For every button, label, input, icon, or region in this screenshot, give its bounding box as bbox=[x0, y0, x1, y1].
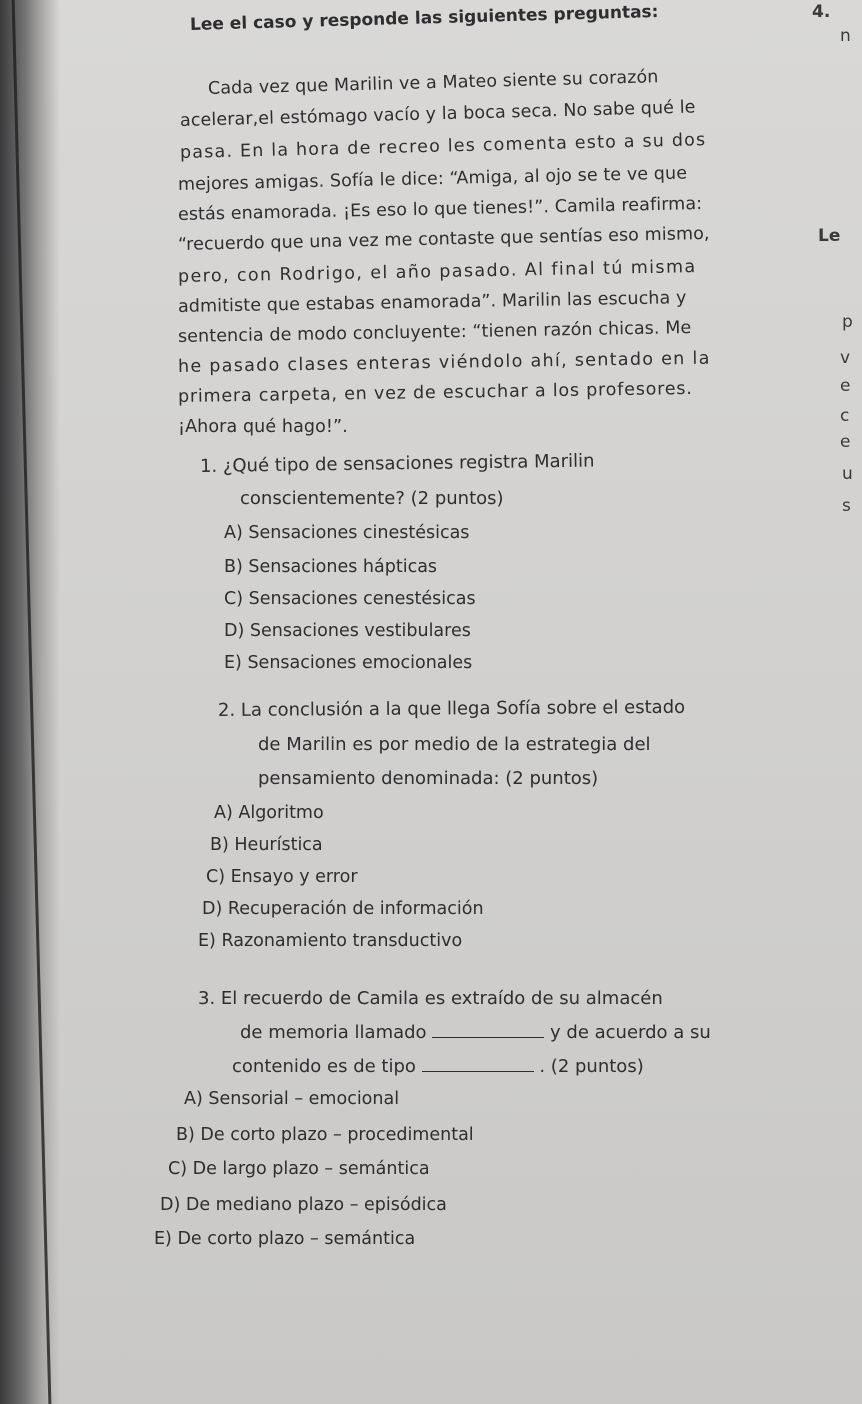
question-2-text: pensamiento denominada: (2 puntos) bbox=[258, 768, 599, 789]
question-3-option-e[interactable]: E) De corto plazo – semántica bbox=[154, 1229, 416, 1249]
question-3-text-blank-2 bbox=[232, 1056, 644, 1078]
question-2-option-a[interactable]: A) Algoritmo bbox=[214, 803, 324, 823]
cutoff-text: p bbox=[842, 312, 853, 332]
instructions-heading: Lee el caso y responde las siguientes preguntas: bbox=[189, 1, 659, 35]
cutoff-question-number: 4. bbox=[812, 2, 831, 22]
cutoff-text: c bbox=[840, 406, 850, 426]
case-line: Cada vez que Marilin ve a Mateo siente su corazón bbox=[207, 67, 659, 99]
question-3-text-blank-1 bbox=[240, 1022, 711, 1044]
question-3-text: 3. El recuerdo de Camila es extraído de su almacén bbox=[198, 988, 663, 1009]
question-1-option-a[interactable]: A) Sensaciones cinestésicas bbox=[224, 523, 470, 543]
case-line: sentencia de modo concluyente: “tienen razón chicas. Me bbox=[177, 318, 692, 347]
cutoff-text: s bbox=[842, 496, 851, 516]
case-line: “recuerdo que una vez me contaste que sentías eso mismo, bbox=[177, 223, 710, 255]
cutoff-text: Le bbox=[818, 226, 841, 246]
case-line: pero, con Rodrigo, el año pasado. Al final tú misma bbox=[177, 257, 697, 287]
question-1-option-e[interactable]: E) Sensaciones emocionales bbox=[224, 653, 473, 673]
case-line: mejores amigas. Sofía le dice: “Amiga, al ojo se te ve que bbox=[177, 163, 688, 195]
cutoff-text: e bbox=[840, 432, 851, 452]
case-line: ¡Ahora qué hago!”. bbox=[178, 417, 348, 437]
cutoff-text: n bbox=[840, 26, 851, 46]
question-3-option-a[interactable]: A) Sensorial – emocional bbox=[184, 1089, 400, 1109]
question-2-option-e[interactable]: E) Razonamiento transductivo bbox=[198, 931, 463, 951]
question-2-option-b[interactable]: B) Heurística bbox=[210, 835, 323, 855]
question-3-option-c[interactable]: C) De largo plazo – semántica bbox=[168, 1159, 430, 1179]
case-line: admitiste que estabas enamorada”. Marilin las escucha y bbox=[177, 288, 687, 317]
cutoff-text: u bbox=[842, 464, 853, 484]
question-3-line2-start: de memoria llamado bbox=[240, 1022, 433, 1043]
case-line: primera carpeta, en vez de escuchar a los profesores. bbox=[177, 378, 693, 407]
question-2-text: de Marilin es por medio de la estrategia del bbox=[258, 734, 651, 755]
question-1-option-d[interactable]: D) Sensaciones vestibulares bbox=[224, 621, 471, 641]
question-2-text: 2. La conclusión a la que llega Sofía sobre el estado bbox=[217, 696, 686, 721]
case-line: pasa. En la hora de recreo les comenta esto a su dos bbox=[179, 130, 707, 163]
case-line: estás enamorada. ¡Es eso lo que tienes!”. Camila reafirma: bbox=[177, 194, 703, 225]
question-3-line3-start: contenido es de tipo bbox=[232, 1056, 422, 1077]
cutoff-text: v bbox=[840, 348, 851, 368]
question-3-line2-end: y de acuerdo a su bbox=[544, 1022, 711, 1043]
case-line: acelerar,el estómago vacío y la boca seca. No sabe qué le bbox=[179, 97, 696, 131]
question-2-option-c[interactable]: C) Ensayo y error bbox=[206, 867, 358, 887]
answer-blank-2[interactable] bbox=[422, 1057, 534, 1072]
question-1-text: conscientemente? (2 puntos) bbox=[240, 488, 504, 509]
answer-blank-1[interactable] bbox=[432, 1023, 544, 1038]
question-3-option-d[interactable]: D) De mediano plazo – episódica bbox=[160, 1195, 447, 1215]
question-3-option-b[interactable]: B) De corto plazo – procedimental bbox=[176, 1125, 474, 1145]
question-1-option-b[interactable]: B) Sensaciones hápticas bbox=[224, 557, 438, 577]
question-1-text: 1. ¿Qué tipo de sensaciones registra Marilin bbox=[199, 450, 595, 477]
question-3-line3-end: . (2 puntos) bbox=[533, 1056, 644, 1077]
cutoff-text: e bbox=[840, 376, 851, 396]
case-line: he pasado clases enteras viéndolo ahí, sentado en la bbox=[177, 348, 711, 377]
question-2-option-d[interactable]: D) Recuperación de información bbox=[202, 899, 484, 919]
question-1-option-c[interactable]: C) Sensaciones cenestésicas bbox=[224, 589, 476, 609]
